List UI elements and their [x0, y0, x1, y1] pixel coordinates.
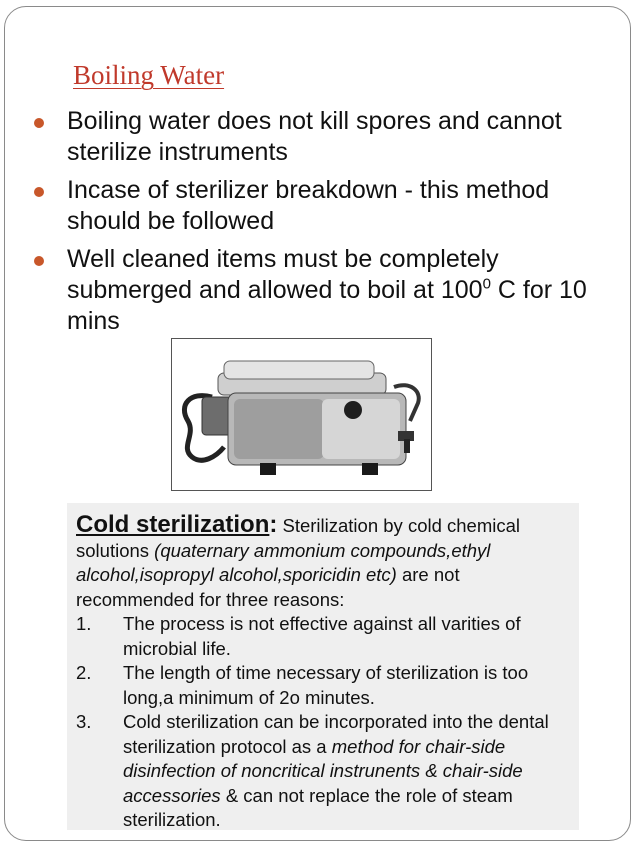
- reason-number: 3.: [76, 711, 92, 732]
- intro-examples: (quaternary ammonium compounds,ethyl alcohol,isopropyl alcohol,sporicidin etc): [76, 539, 491, 585]
- intro-text-end: are not recommended for three reasons:: [76, 564, 460, 610]
- reason-item: [76, 710, 571, 830]
- bullet-text-end: C for 10 mins: [67, 276, 587, 335]
- reason-item: [76, 661, 571, 710]
- slide-title: Boiling Water: [73, 60, 225, 90]
- reasons-list: [76, 612, 571, 830]
- bullet-text: Incase of sterilizer breakdown - this method should be followed: [67, 176, 550, 235]
- bullet-item: [22, 175, 622, 237]
- sterilizer-photo: [171, 338, 432, 491]
- water-bath-sterilizer-icon: [172, 339, 431, 490]
- reason-item: [76, 612, 571, 661]
- reason-text-italic: method for chair-side disinfection of noncritical instrunents & chair-side accessories: [123, 735, 523, 806]
- bullet-dot-icon: [34, 187, 44, 197]
- bullet-text: Boiling water does not kill spores and cannot sterilize instruments: [67, 107, 562, 166]
- degree-superscript: 0: [482, 275, 491, 293]
- bullet-text: Well cleaned items must be completely submerged and allowed to boil at 100: [67, 245, 499, 304]
- cold-sterilization-intro: [76, 513, 571, 612]
- bullet-dot-icon: [34, 118, 44, 128]
- bullet-item: [22, 106, 622, 168]
- reason-text: Cold sterilization can be incorporated into the dental sterilization protocol as a: [123, 711, 549, 757]
- heading-colon: :: [269, 511, 278, 538]
- bullet-item: [22, 244, 622, 337]
- reason-number: 1.: [76, 613, 92, 634]
- reason-text-end: & can not replace the role of steam sterilization.: [123, 784, 513, 830]
- cold-sterilization-heading: Cold sterilization: [76, 511, 270, 538]
- reason-number: 2.: [76, 662, 92, 683]
- reason-text: The process is not effective against all varities of microbial life.: [123, 613, 521, 659]
- bullet-list: [22, 106, 622, 344]
- reason-text: The length of time necessary of sterilization is too long,a minimum of 2o minutes.: [123, 662, 529, 708]
- intro-text: Sterilization by cold chemical solutions: [76, 515, 521, 561]
- bullet-dot-icon: [34, 256, 44, 266]
- cold-sterilization-box: [67, 503, 579, 830]
